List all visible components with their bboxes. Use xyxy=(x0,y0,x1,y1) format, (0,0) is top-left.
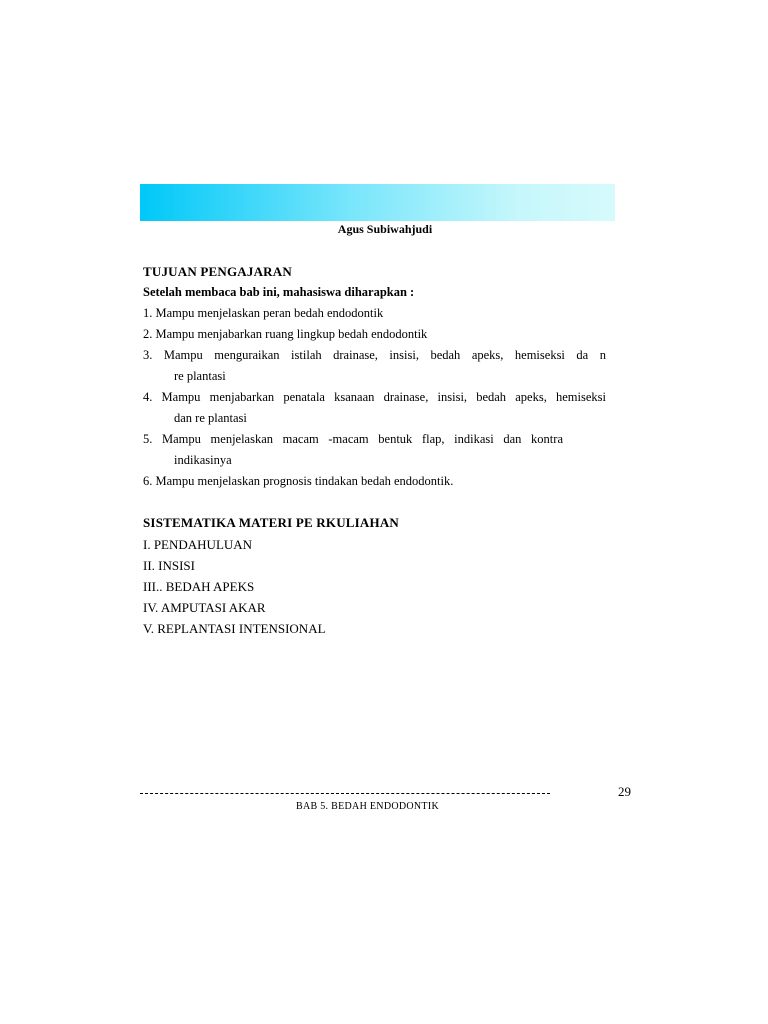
objective-item-3: 3. Mampu menguraikan istilah drainase, insisi, bedah apeks, hemiseksi da n xyxy=(143,348,606,362)
page-number: 29 xyxy=(618,784,631,799)
objective-item-5-continuation: indikasinya xyxy=(174,453,232,467)
syllabus-item-3: III.. BEDAH APEKS xyxy=(143,579,255,594)
objective-item-4: 4. Mampu menjabarkan penatala ksanaan drainase, insisi, bedah apeks, hemiseksi xyxy=(143,390,606,404)
syllabus-item-5: V. REPLANTASI INTENSIONAL xyxy=(143,621,326,636)
objective-item-3-continuation: re plantasi xyxy=(174,369,226,383)
syllabus-item-1: I. PENDAHULUAN xyxy=(143,537,253,552)
author-name: Agus Subiwahjudi xyxy=(337,222,433,236)
footer-chapter-title: BAB 5. BEDAH ENDODONTIK xyxy=(295,801,439,812)
objectives-heading: TUJUAN PENGAJARAN xyxy=(143,264,292,279)
syllabus-item-4: IV. AMPUTASI AKAR xyxy=(143,600,266,615)
syllabus-item-2: II. INSISI xyxy=(143,558,195,573)
syllabus-heading: SISTEMATIKA MATERI PE RKULIAHAN xyxy=(143,515,400,530)
objective-item-6: 6. Mampu menjelaskan prognosis tindakan bedah endodontik. xyxy=(143,474,454,488)
objective-item-1: 1. Mampu menjelaskan peran bedah endodontik xyxy=(143,306,384,320)
header-banner xyxy=(140,184,615,221)
objective-item-4-continuation: dan re plantasi xyxy=(174,411,247,425)
objectives-intro: Setelah membaca bab ini, mahasiswa diharapkan : xyxy=(143,285,415,299)
footer-rule xyxy=(140,793,550,794)
objective-item-5: 5. Mampu menjelaskan macam -macam bentuk flap, indikasi dan kontra xyxy=(143,432,563,446)
objective-item-2: 2. Mampu menjabarkan ruang lingkup bedah endodontik xyxy=(143,327,428,341)
